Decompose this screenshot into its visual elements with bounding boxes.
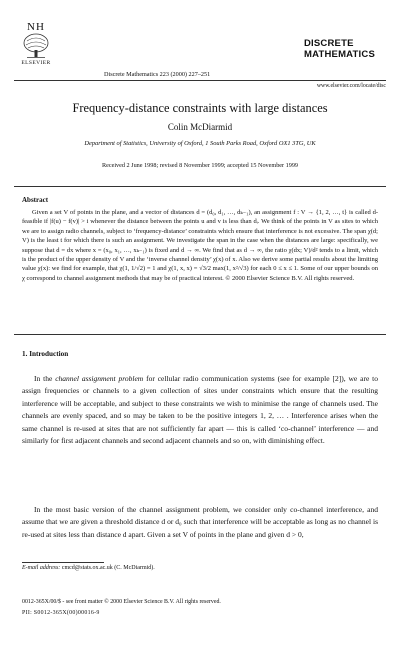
abstract-bottom-rule: [14, 334, 386, 335]
logo-mark: NH: [27, 21, 45, 33]
tree-icon: [21, 33, 51, 59]
abstract-top-rule: [14, 186, 386, 187]
email-value[interactable]: cmcd@stats.ox.ac.uk (C. McDiarmid).: [60, 565, 155, 571]
journal-url[interactable]: www.elsevier.com/locate/disc: [316, 83, 386, 89]
journal-name-line2: MATHEMATICS: [304, 49, 375, 60]
header-rule: [14, 80, 386, 81]
footnote-rule: [22, 562, 104, 563]
pii-line: PII: S0012-365X(00)00016-9: [22, 610, 100, 616]
journal-name: [304, 38, 386, 60]
intro-paragraph-2: In the most basic version of the channel assignment problem, we consider only co-channel interference, and assume that we are given a threshold distance d or d₀ such that interference will be acceptable as long as no channel is re-used at sites less than distance d apart. Given a set V of points in the plane and given d > 0,: [22, 505, 378, 539]
abstract-text: Given a set V of points in the plane, and a vector of distances d = (d₀, d₁, …, dₖ₋₁), an assignment f : V → {1, 2, …, t} is called d-feasible if |f(u) − f(v)| > i whenever the distance between the points u and v is less than dᵢ. We think of the points in V as sites to which we are to assign radio channels, subject to ‘frequency-distance’ constraints which ensure that interference is not excessive. The span χ(d; V) is the least t for which there is such an assignment. We investigate the span in the case when the distances are large: specifically, we suppose that d = dx where x = (x₀, x₁, …, xₖ₋₁) is fixed and d → ∞. We find that as d → ∞, the ratio χ(dx; V)/d² tends to a limit, which is the product of the upper density of V and the ‘inverse channel density’ χ(x) of x. Also we derive some partial results about the limiting value χ(x): we find for example, that χ(1, 1/√2) = 1 and χ(1, x, x) = √3/2 max(1, x²/√3) for each 0 ≤ x ≤ 1. Some of our upper bounds on χ correspond to channel assignment methods that may be of practical interest. © 2000 Elsevier Science B.V. All rights reserved.: [22, 209, 378, 282]
term-channel-assignment: channel assignment problem: [55, 374, 144, 383]
publisher-name: ELSEVIER: [21, 60, 51, 66]
intro-p1-rest: for cellular radio communication systems (see for example [2]), we are to assign frequencies or channels to a given collection of sites under constraints which ensure that the resulting interference will be acceptable, and subject to these constraints we wish to minimise the range of channels used. The channels are evenly spaced, and so may be taken to be the positive integers 1, 2, … . Interference arises when the same channel is re-used at sites that are not sufficiently far apart — this is called ‘co-channel’ interference — and similarly for first adjacent channels and second adjacent channels and so on, with diminishing effect.: [22, 374, 379, 446]
publisher-logo: [14, 22, 58, 66]
email-label: E-mail address:: [22, 565, 61, 571]
journal-citation: Discrete Mathematics 223 (2000) 227–251: [104, 71, 211, 78]
intro-p1-start: In the: [34, 374, 56, 383]
copyright-line: 0012-365X/00/$ - see front matter © 2000 Elsevier Science B.V. All rights reserved.: [22, 599, 221, 605]
received-dates: Received 2 June 1998; revised 8 November 1999; accepted 15 November 1999: [101, 162, 299, 169]
abstract-heading: Abstract: [22, 196, 49, 204]
journal-name-line1: DISCRETE: [304, 38, 354, 49]
paper-title: Frequency-distance constraints with large distances: [72, 101, 328, 115]
footnote-email: [22, 565, 155, 571]
author-affiliation: Department of Statistics, University of Oxford, 1 South Parks Road, Oxford OX1 3TG, UK: [84, 140, 316, 147]
section-heading: 1. Introduction: [22, 350, 69, 358]
author-name: Colin McDiarmid: [167, 122, 233, 132]
intro-paragraph-1: [22, 373, 378, 447]
